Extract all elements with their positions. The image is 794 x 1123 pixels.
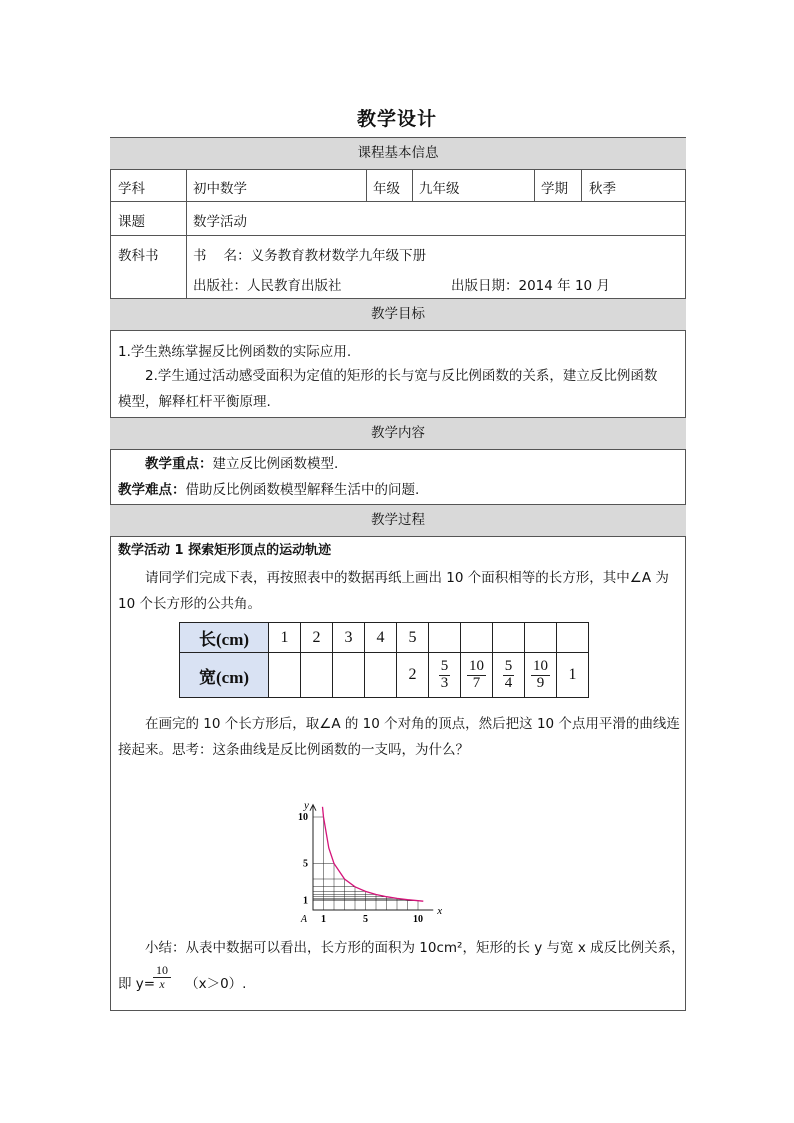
- fraction-denominator: 9: [536, 674, 545, 691]
- subject-label: 学科: [118, 181, 145, 197]
- fraction-denominator: 7: [472, 674, 481, 691]
- observation-line-2: 接起来。思考：这条曲线是反比例函数的一支吗，为什么？: [118, 742, 469, 758]
- textbook-label: 教科书: [118, 248, 159, 264]
- y-tick-label: 1: [303, 895, 308, 907]
- y-tick-label: 5: [303, 858, 308, 870]
- y-axis-label: y: [304, 799, 309, 812]
- rectangle-outline: [313, 897, 387, 910]
- goal-item-2-line-2: 模型，解释杠杆平衡原理.: [118, 394, 271, 410]
- origin-label: A: [300, 914, 307, 923]
- length-cell: [493, 623, 525, 653]
- summary-fraction-denominator: x: [159, 977, 165, 992]
- length-cell: [429, 623, 461, 653]
- fraction-denominator: 3: [440, 674, 449, 691]
- column-divider: [366, 170, 367, 201]
- width-header: 宽(cm): [180, 653, 269, 698]
- row-divider: [110, 235, 686, 236]
- length-cell: 1: [269, 623, 301, 653]
- key-point-label: 教学重点：: [145, 456, 213, 472]
- column-divider: [534, 170, 535, 201]
- inverse-function-chart: [285, 763, 465, 923]
- length-cell: [557, 623, 589, 653]
- x-axis-label: x: [437, 905, 443, 917]
- activity-title: 数学活动 1 探索矩形顶点的运动轨迹: [118, 543, 332, 558]
- inverse-curve: [323, 807, 424, 901]
- width-cell: [365, 653, 397, 698]
- x-tick-label: 5: [363, 914, 368, 923]
- goal-item-1: 1.学生熟练掌握反比例函数的实际应用.: [118, 344, 352, 360]
- width-cell-fraction: [525, 653, 557, 698]
- instruction-line-2: 10 个长方形的公共角。: [118, 596, 261, 612]
- publish-date: 出版日期：2014 年 10 月: [451, 278, 610, 294]
- fraction-numerator: 5: [440, 657, 449, 674]
- topic-label: 课题: [118, 214, 145, 230]
- length-header: 长(cm): [180, 623, 269, 653]
- length-cell: 3: [333, 623, 365, 653]
- width-cell: [269, 653, 301, 698]
- section-header-process: 教学过程: [110, 504, 686, 537]
- width-cell: [301, 653, 333, 698]
- section-header-basic-info: 课程基本信息: [110, 137, 686, 170]
- instruction-line-1: 请同学们完成下表，再按照表中的数据再纸上画出 10 个面积相等的长方形，其中∠A 为: [145, 570, 669, 586]
- x-tick-label: 1: [321, 914, 326, 923]
- fraction-numerator: 10: [469, 657, 484, 674]
- term-label: 学期: [541, 181, 568, 197]
- width-cell: 2: [397, 653, 429, 698]
- document-title: 教学设计: [356, 108, 437, 130]
- grade-value: 九年级: [419, 181, 460, 197]
- y-tick-label: 10: [298, 812, 308, 823]
- column-divider: [412, 170, 413, 201]
- rectangle-outline: [313, 900, 408, 910]
- key-point: [145, 452, 338, 472]
- width-cell: [333, 653, 365, 698]
- fraction-numerator: 5: [504, 657, 513, 674]
- row-divider: [110, 201, 686, 202]
- observation-line-1: 在画完的 10 个长方形后，取∠A 的 10 个对角的顶点，然后把这 10 个点用平滑的曲线连: [145, 716, 680, 732]
- width-cell-fraction: [429, 653, 461, 698]
- width-cell-fraction: [461, 653, 493, 698]
- width-cell-fraction: [493, 653, 525, 698]
- width-cell: 1: [557, 653, 589, 698]
- length-cell: 2: [301, 623, 333, 653]
- length-cell: 5: [397, 623, 429, 653]
- difficult-point-text: 借助反比例函数模型解释生活中的问题.: [185, 482, 420, 498]
- fraction-denominator: 4: [504, 674, 513, 691]
- length-cell: 4: [365, 623, 397, 653]
- summary-line-2: [118, 972, 246, 992]
- subject-value: 初中数学: [193, 181, 247, 197]
- section-header-content: 教学内容: [110, 417, 686, 450]
- length-cell: [525, 623, 557, 653]
- length-cell: [461, 623, 493, 653]
- summary-prefix: 即 y=: [118, 976, 156, 992]
- summary-fraction-numerator: 10: [153, 964, 171, 978]
- difficult-point-label: 教学难点：: [118, 482, 186, 498]
- goal-item-2-line-1: 2.学生通过活动感受面积为定值的矩形的长与宽与反比例函数的关系，建立反比例函数: [145, 368, 658, 384]
- key-point-text: 建立反比例函数模型.: [212, 456, 339, 472]
- rectangle-dimensions-table: [179, 622, 589, 698]
- fraction-numerator: 10: [533, 657, 548, 674]
- column-divider: [186, 170, 187, 298]
- textbook-name: 书 名：义务教育教材数学九年级下册: [193, 248, 427, 264]
- publisher: 出版社：人民教育出版社: [193, 278, 342, 294]
- topic-value: 数学活动: [193, 214, 247, 230]
- summary-suffix: （x＞0）.: [185, 976, 247, 992]
- difficult-point: [118, 478, 419, 498]
- column-divider: [581, 170, 582, 201]
- term-value: 秋季: [589, 181, 616, 197]
- summary-line-1: 小结：从表中数据可以看出，长方形的面积为 10cm²，矩形的长 y 与宽 x 成反比例关系，: [145, 940, 685, 956]
- section-header-goals: 教学目标: [110, 298, 686, 331]
- grade-label: 年级: [373, 181, 400, 197]
- summary-fraction: [153, 964, 171, 991]
- x-tick-label: 10: [413, 914, 423, 923]
